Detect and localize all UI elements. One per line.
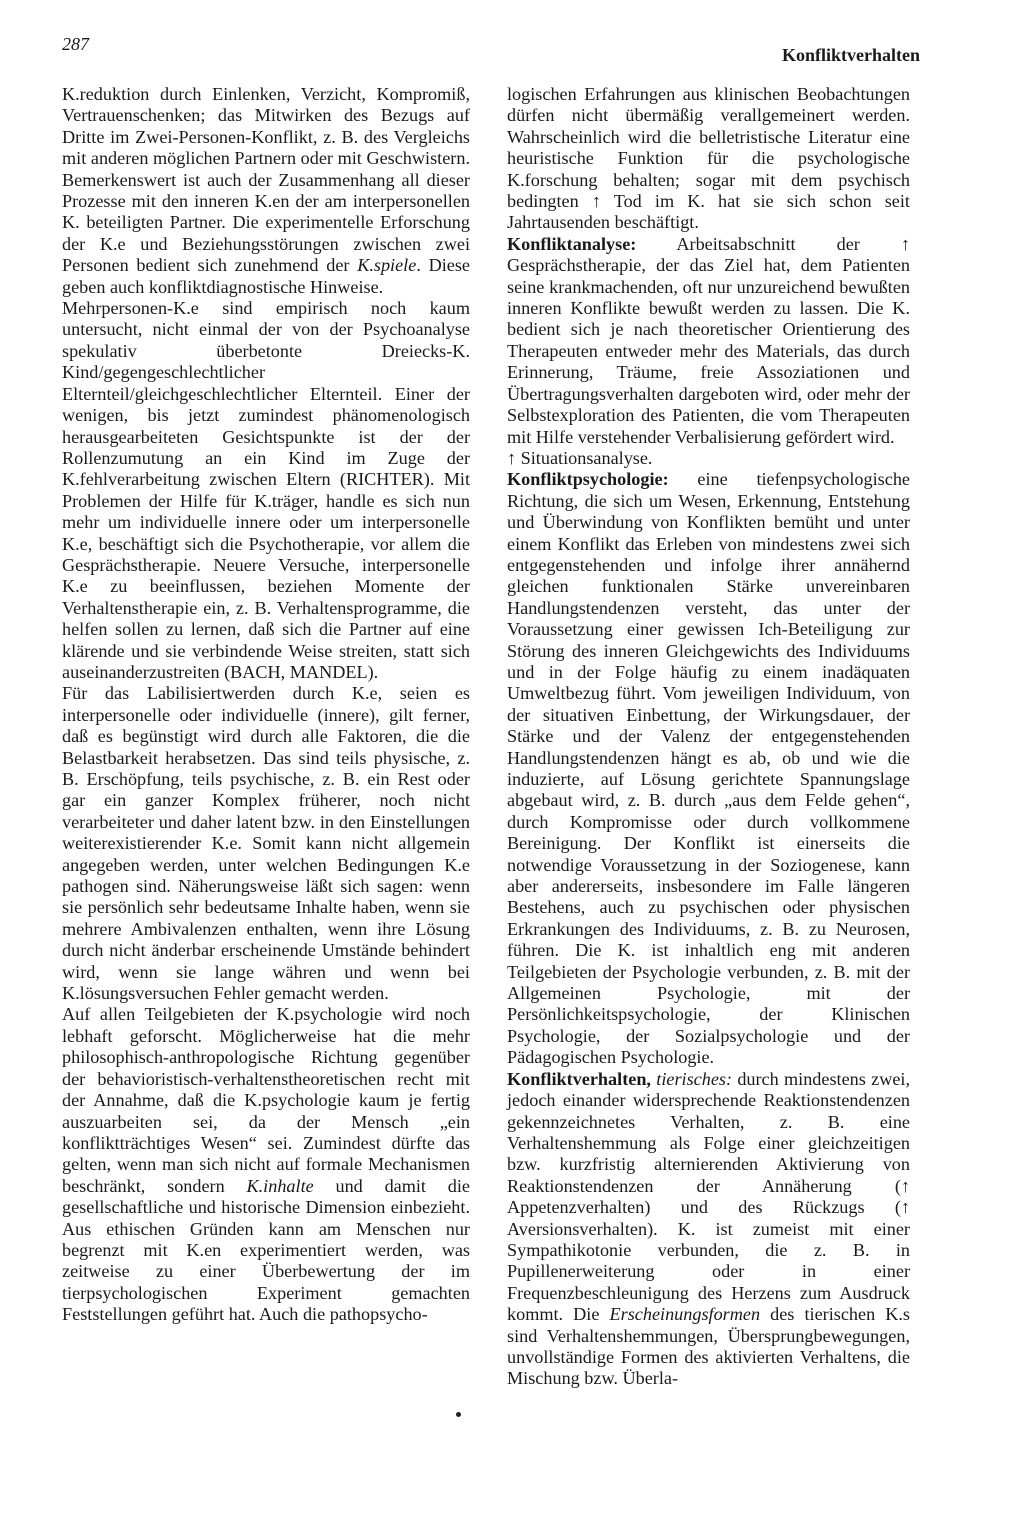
paragraph-research: Auf allen Teilgebieten der K.psychologie wird noch lebhaft geforscht. Möglicherweise hat die mehr philosophisch-anthropologische Richtung gegenüber der behavioristisch-verhaltenstheoretischen recht mit der Annahme, daß die K.psychologie kaum je fertig auszuarbeiten sei, da der Mensch „ein konfliktträchtiges Wesen“ sei. Zumindest dürfte das gelten, wenn man sich nicht auf formale Mechanismen beschränkt, sondern K.inhalte und damit die gesellschaftliche und historische Dimension einbezieht. Aus ethischen Gründen kann am Menschen nur begrenzt mit K.en experimentiert werden, was zeitweise zu einer Überbewertung der im tierpsychologischen Experiment gemachten Feststellungen geführt hat. Auch die pathopsycho- (62, 1004, 470, 1325)
page-number: 287 (62, 34, 89, 54)
entry-term: Konfliktanalyse: (507, 233, 637, 254)
entry-term: Konfliktverhalten, (507, 1068, 651, 1089)
paragraph-labilization: Für das Labilisiertwerden durch K.e, seien es interpersonelle oder individuelle (innere), gilt ferner, daß es begünstigt wird durch alle Faktoren, die die Belastbarkeit herabsetzen. Das sind teils physische, z. B. Erschöpfung, teils psychische, z. B. ein Rest oder gar ein ganzer Komplex früherer, noch nicht verarbeiteter und daher latent bzw. in den Einstellungen weiterexistierender K.e. Somit kann nicht allgemein angegeben werden, unter welchen Bedingungen K.e pathogen sind. Näherungsweise läßt sich sagen: wenn sie persönlich sehr bedeutsame Inhalte haben, wenn sie mehrere Ambivalenzen enthalten, wenn ihre Lösung durch nicht änderbar erscheinende Umstände behindert wird, wenn sie lange währen und wenn bei K.lösungsversuchen Fehler gemacht werden. (62, 683, 470, 1004)
left-column (62, 84, 470, 1326)
entry-konfliktanalyse: Konfliktanalyse: Arbeitsabschnitt der ↑ Gesprächstherapie, der das Ziel hat, dem Patienten seine krankmachenden, oft nur unzureichend bewußten inneren Konflikte bewußt werden zu lassen. Die K. bedient sich je nach theoretischer Orientierung des Therapeuten entweder mehr des Materials, das durch Erinnerung, Träume, freie Assoziationen und Übertragungsverhalten dargeboten wird, oder mehr der Selbstexploration des Patienten, die vom Therapeuten mit Hilfe verstehender Verbalisierung gefördert wird. (507, 233, 910, 447)
paragraph-continuation: logischen Erfahrungen aus klinischen Beobachtungen dürfen nicht übermäßig verallgemeinert werden. Wahrscheinlich wird die belletristische Literatur eine heuristische Funktion für die psychologische K.forschung behalten; sogar mit dem psychisch bedingten ↑ Tod im K. hat sie sich schon seit Jahrtausenden beschäftigt. (507, 84, 910, 233)
italic-term: Erscheinungsformen (609, 1304, 761, 1325)
italic-term: K.inhalte (246, 1175, 314, 1196)
entry-konfliktpsychologie: Konfliktpsychologie: eine tiefenpsychologische Richtung, die sich um Wesen, Erkennung, Entstehung und Überwindung von Konflikten bemüht und unter einem Konflikt das Erleben von mindestens zwei sich entgegenstehenden und infolge ihrer annähernd gleichen funktionalen Stärke unvereinbaren Handlungstendenzen versteht, das unter der Voraussetzung einer gewissen Ich-Beteiligung zur Störung des inneren Gleichgewichts des Individuums und in der Folge häufig zu einem inadäquaten Umweltbezug führt. Vom jeweiligen Individuum, von der situativen Einbettung, der Wirkungsdauer, der Stärke und der Valenz der entgegenstehenden Handlungstendenzen hängt es ab, ob und wie die induzierte, auf Lösung gerichtete Spannungslage abgebaut wird, z. B. durch „aus dem Felde gehen“, durch Kompromisse oder durch vollkommene Bereinigung. Der Konflikt ist einerseits die notwendige Voraussetzung in der Soziogenese, kann aber andererseits, insbesondere im Falle längeren Bestehens, auch zu psychischen oder physischen Erkrankungen des Individuums, z. B. zu Neurosen, führen. Die K. ist inhaltlich eng mit anderen Teilgebieten der Psychologie verbunden, z. B. mit der Allgemeinen Psychologie, mit der Persönlichkeitspsychologie, der Klinischen Psychologie, der Sozialpsychologie und der Pädagogischen Psychologie. (507, 469, 910, 1068)
ink-spot (456, 1412, 461, 1417)
right-column (507, 84, 910, 1390)
running-head: Konfliktverhalten (782, 45, 920, 65)
paragraph-conflict-reduction: K.reduktion durch Einlenken, Verzicht, Kompromiß, Vertrauenschenken; das Mitwirken des Bezugs auf Dritte im Zwei-Personen-Konflikt, z. B. des Vergleichs mit anderen möglichen Partnern oder mit Geschwistern. Bemerkenswert ist auch der Zusammenhang all dieser Prozesse mit den inneren K.en der am interpersonellen K. beteiligten Partner. Die experimentelle Erforschung der K.e und Beziehungsstörungen zwischen zwei Personen bedient sich zunehmend der K.spiele. Diese geben auch konfliktdiagnostische Hinweise. (62, 84, 470, 297)
italic-term: K.spiele (357, 255, 417, 276)
see-also-reference: ↑ Situationsanalyse. (507, 447, 653, 468)
entry-konfliktverhalten: Konfliktverhalten, tierisches: durch mindestens zwei, jedoch einander widersprechende Reaktionstendenzen gekennzeichnetes Verhalten, z. B. eine Verhaltenshemmung als Folge einer gleichzeitigen bzw. kurzfristig alternierenden Aktivierung von Reaktionstendenzen der Annäherung (↑ Appetenzverhalten) und des Rückzugs (↑ Aversionsverhalten). K. ist zumeist mit einer Sympathikotonie verbunden, die z. B. in Pupillenerweiterung oder in einer Frequenzbeschleunigung des Herzens zum Ausdruck kommt. Die Erscheinungsformen des tierischen K.s sind Verhaltenshemmungen, Übersprungbewegungen, unvollständige Formen des aktivierten Verhaltens, die Mischung bzw. Überla- (507, 1068, 911, 1389)
paragraph-multi-person-conflicts: Mehrpersonen-K.e sind empirisch noch kaum untersucht, nicht einmal der von der Psychoanalyse spekulativ überbetonte Dreiecks-K. Kind/gegengeschlechtlicher Elternteil/gleichgeschlechtlicher Elternteil. Einer der wenigen, bis jetzt zumindest phänomenologisch herausgearbeiteten Gesichtspunkte ist der der Rollenzumutung an ein Kind im Zuge der K.fehlverarbeitung zwischen Eltern (RICHTER). Mit Problemen der Hilfe für K.träger, handle es sich nun mehr um individuelle innere oder um interpersonelle K.e, beschäftigt sich die Psychotherapie, vor allem die Gesprächstherapie. Neuere Versuche, interpersonelle K.e zu beeinflussen, beziehen Momente der Verhaltenstherapie ein, z. B. Verhaltensprogramme, die helfen sollen zu lernen, daß sich die Partner auf eine klärende und sie verbindende Weise streiten, statt sich auseinanderzustreiten (BACH, MANDEL). (62, 298, 470, 682)
entry-term: Konfliktpsychologie: (507, 469, 669, 490)
entry-qualifier: tierisches: (650, 1068, 733, 1089)
